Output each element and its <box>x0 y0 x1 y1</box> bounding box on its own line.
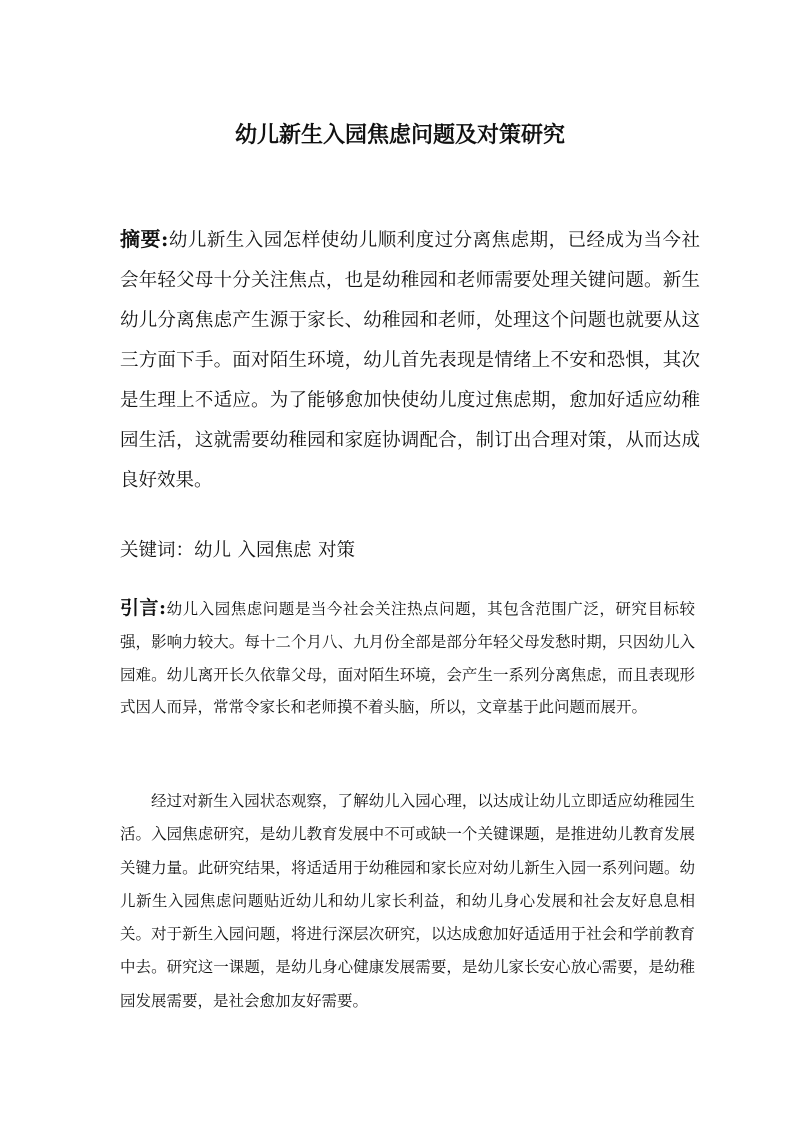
intro-text: 幼儿入园焦虑问题是当今社会关注热点问题，其包含范围广泛，研究目标较强，影响力较大。每十二个月八、九月份全部是部分年轻父母发愁时期，只因幼儿入园难。幼儿离开长久依靠父母，面对陌生环境，会产生一系列分离焦虑，而且表现形式因人而异，常常令家长和老师摸不着头脑，所以，文章基于此问题而展开。 <box>120 600 695 717</box>
keyword-item: 对策 <box>317 540 355 561</box>
intro-label: 引言: <box>120 597 167 619</box>
intro-section <box>120 592 695 724</box>
keyword-item: 幼儿 <box>194 540 232 561</box>
body-paragraph: 经过对新生入园状态观察，了解幼儿入园心理，以达成让幼儿立即适应幼稚园生活。入园焦虑研究，是幼儿教育发展中不可或缺一个关键课题，是推进幼儿教育发展关键力量。此研究结果，将适适用于幼稚园和家长应对幼儿新生入园一系列问题。幼儿新生入园焦虑问题贴近幼儿和幼儿家长利益，和幼儿身心发展和社会友好息息相关。对于新生入园问题，将进行深层次研究，以达成愈加好适适用于社会和学前教育中去。研究这一课题，是幼儿身心健康发展需要，是幼儿家长安心放心需要，是幼稚园发展需要，是社会愈加友好需要。 <box>120 792 695 1010</box>
abstract-label: 摘要: <box>120 227 169 251</box>
keyword-item: 入园焦虑 <box>237 540 312 561</box>
abstract-section <box>120 219 700 501</box>
keywords-label: 关键词： <box>120 540 195 561</box>
abstract-text: 幼儿新生入园怎样使幼儿顺利度过分离焦虑期，已经成为当今社会年轻父母十分关注焦点，也是幼稚园和老师需要处理关键问题。新生幼儿分离焦虑产生源于家长、幼稚园和老师，处理这个问题也就要从这三方面下手。面对陌生环境，幼儿首先表现是情绪上不安和恐惧，其次是生理上不适应。为了能够愈加快使幼儿度过焦虑期，愈加好适应幼稚园生活，这就需要幼稚园和家庭协调配合，制订出合理对策，从而达成良好效果。 <box>120 230 700 491</box>
keywords-section <box>120 531 700 571</box>
document-title: 幼儿新生入园焦虑问题及对策研究 <box>234 122 565 148</box>
